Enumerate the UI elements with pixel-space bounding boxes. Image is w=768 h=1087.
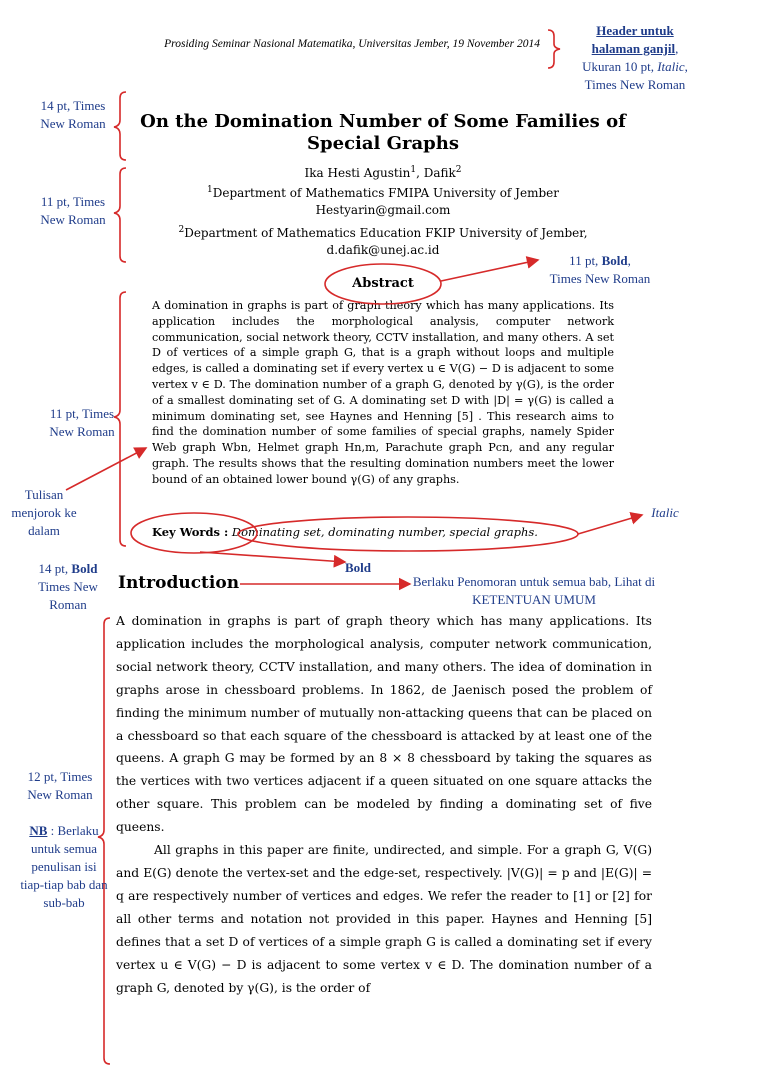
nb-note [18,822,110,912]
header-note-line2: halaman ganjil [591,41,676,56]
title-line-1: On the Domination Number of Some Families of [140,111,626,132]
abstract-text: A domination in graphs is part of graph theory which has many applications. Its application includes the morphological analysis, computer network communication, social network theory, CCTV installation, and many others. A set D of vertices of a simple graph G, that is a graph without loops and multiple edges, is called a dominating set if every vertex u ∈ V(G) − D is adjacent to some vertex v ∈ D. The domination number of a graph G, denoted by γ(G), is the order of a smallest dominating set of G. A dominating set D with |D| = γ(G) is called a minimum dominating set, see Haynes and Henning [5] . This research aims to find the domination number of some families of special graphs, namely Spider Web graph Wbn, Helmet graph Hn,m, Parachute graph Pcn, and any regular graph. The results shows that the resulting domination numbers meet the lower bound of an obtained lower bound γ(G) of any graphs. [152,299,614,486]
header-note-size: Ukuran 10 pt, [582,59,658,74]
arrow-abstract [441,260,538,281]
arrow-indent [66,448,146,490]
header-note-line1: Header untuk [596,23,674,38]
affiliation-1-text: Department of Mathematics FMIPA University of Jember [212,186,559,200]
affiliation-1-sup: 1 [207,185,213,195]
abstract-note: 11 pt, Times New Roman [49,406,115,439]
email-2: d.dafik@unej.ac.id [326,243,440,257]
affiliation-2-text: Department of Mathematics Education FKIP University of Jember, [184,226,588,240]
abstract-heading-note-font: Times New Roman [549,271,651,286]
header-note-comma2: , [684,59,688,74]
header-note-italic: Italic [657,59,685,74]
title-note: 14 pt, Times New Roman [40,98,106,131]
abstract-heading: Abstract [352,276,414,291]
intro-note-bold: Bold [71,561,98,576]
author-2-sup: 2 [455,165,462,175]
nb-text: : Berlaku untuk semua penulisan isi tiap-tiap bab dan sub-bab [20,823,108,910]
title-brace [114,92,126,160]
intro-note-size: 14 pt, [38,561,72,576]
intro-note-font: Times New Roman [38,579,98,612]
keywords-italic-ellipse [238,517,578,551]
arrow-bold [200,552,345,562]
author-1-sup: 1 [410,165,417,175]
title-line-2: Special Graphs [307,133,459,154]
abstract-ellipse [325,264,441,304]
running-header: Prosiding Seminar Nasional Matematika, Universitas Jember, 19 November 2014 [164,38,540,50]
arrow-italic [578,515,642,534]
author-brace [114,168,126,262]
introduction-heading: Introduction [118,573,240,593]
nb-label: NB [29,823,48,838]
abstract-heading-note-comma: , [627,253,631,268]
abstract-heading-note-size: 11 pt, [569,253,602,268]
abstract-heading-note [535,252,665,288]
keywords-text: Dominating set, dominating number, special graphs. [231,525,538,539]
body-note: 12 pt, Times New Roman [27,769,93,802]
header-note [560,22,710,94]
indent-note: Tulisan menjorok ke dalam [11,487,77,538]
header-brace [548,30,560,68]
numbering-note: Berlaku Penomoran untuk semua bab, Lihat di KETENTUAN UMUM [412,574,656,607]
bold-note: Bold [344,560,371,575]
intro-paragraph-2: All graphs in this paper are finite, undirected, and simple. For a graph G, V(G) and E(G) denote the vertex-set and the edge-set, respectively. |V(G)| = p and |E(G)| = q are respectively number of vertices and edges. We refer the reader to [1] or [2] for all other terms and notation not provided in this paper. Haynes and Henning [5] defines that a set D of vertices of a simple graph G is called a dominating set if every vertex u ∈ V(G) − D is adjacent to some vertex v ∈ D. The domination number of a graph G, denoted by γ(G), is the order of [116,843,652,995]
affiliation-2-sup: 2 [178,225,185,235]
email-1: Hestyarin@gmail.com [315,203,451,217]
author-2: , Dafik [416,166,456,180]
italic-note: Italic [651,505,679,520]
header-note-font: Times New Roman [584,77,686,92]
intro-note [24,560,112,614]
intro-paragraph-1: A domination in graphs is part of graph theory which has many applications. Its application includes the morphological analysis, computer network communication, social network theory, CCTV installation, and many others. The idea of domination in graphs arose in chessboard problems. In 1862, de Jaenisch posed the problem of finding the minimum number of mutually non-attacking queens that can be placed on a chessboard so that each square of the chessboard is attacked by at least one of the queens. A graph G may be formed by an 8 × 8 chessboard by taking the squares as the vertices with two vertices adjacent if a queen situated on one square attacks the other square. This problem can be modeled by finding a dominating set of five queens. [116,614,652,835]
abstract-heading-note-bold: Bold [601,253,628,268]
author-note: 11 pt, Times New Roman [40,194,106,227]
keywords-label: Key Words : [152,525,229,539]
header-note-comma: , [675,41,679,56]
author-1: Ika Hesti Agustin [304,166,411,180]
